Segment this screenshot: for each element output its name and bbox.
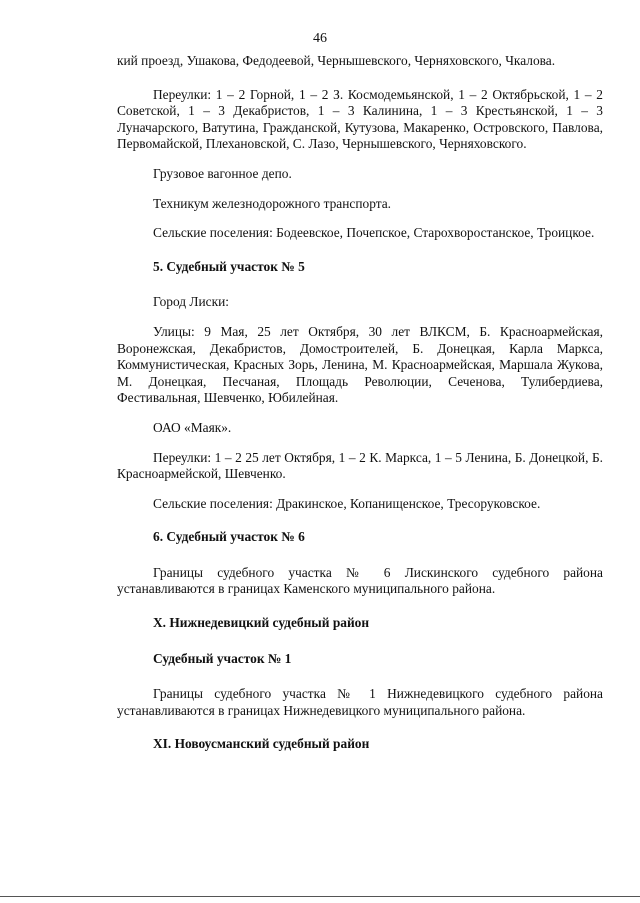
district-heading-x: X. Нижнедевицкий судебный район xyxy=(153,615,370,631)
streets-paragraph-5: Улицы: 9 Мая, 25 лет Октября, 30 лет ВЛКСМ, Б. Красноармейская, Воронежская, Декабристов, Домостроителей, Б. Донецкая, Карла Маркса, Коммунистическая, Красных Зорь, Ленина, М. Красноармейская, Маршала Жукова, М. Донецкая, Песчаная, Площадь Революции, Сеченова, Тулибердиева, Фестивальная, Шевченко, Юбилейная. xyxy=(117,323,603,406)
bounds-paragraph-x1: Границы судебного участка № 1 Нижнедевицкого судебного района устанавливаются в границах Нижнедевицкого муниципального района. xyxy=(117,686,603,718)
depot-paragraph: Грузовое вагонное депо. xyxy=(153,165,292,181)
section-heading-6: 6. Судебный участок № 6 xyxy=(153,529,305,545)
company-paragraph: ОАО «Маяк». xyxy=(153,419,232,435)
district-heading-xi: XI. Новоусманский судебный район xyxy=(153,736,370,752)
college-paragraph: Техникум железнодорожного транспорта. xyxy=(153,195,392,211)
bounds-paragraph-6: Границы судебного участка № 6 Лискинского судебного района устанавливаются в границах Каменского муниципального района. xyxy=(117,564,603,597)
rural-paragraph-5: Сельские поселения: Дракинское, Копанищенское, Тресоруковское. xyxy=(153,495,541,511)
city-paragraph: Город Лиски: xyxy=(153,294,230,310)
section-heading-5: 5. Судебный участок № 5 xyxy=(153,258,305,274)
lanes-paragraph-5: Переулки: 1 – 2 25 лет Октября, 1 – 2 К. Маркса, 1 – 5 Ленина, Б. Донецкой, Б. Красноармейской, Шевченко. xyxy=(117,449,603,482)
document-body xyxy=(117,53,603,772)
page-bottom-rule xyxy=(0,896,640,897)
section-heading-x1: Судебный участок № 1 xyxy=(153,650,292,666)
lanes-paragraph-1: Переулки: 1 – 2 Горной, 1 – 2 З. Космодемьянской, 1 – 2 Октябрьской, 1 – 2 Советской, 1 – 3 Декабристов, 1 – 3 Калинина, 1 – 3 Крестьянской, 1 – 3 Луначарского, Ватутина, Гражданской, Кутузова, Макаренко, Островского, Павлова, Первомайской, Плехановской, С. Лазо, Чернышевского, Черняховского. xyxy=(117,86,603,152)
page-number: 46 xyxy=(313,31,327,46)
continuation-paragraph: кий проезд, Ушакова, Федодеевой, Чернышевского, Черняховского, Чкалова. xyxy=(117,53,556,68)
rural-paragraph-1: Сельские поселения: Бодеевское, Почепское, Старохворостанское, Троицкое. xyxy=(153,225,595,241)
